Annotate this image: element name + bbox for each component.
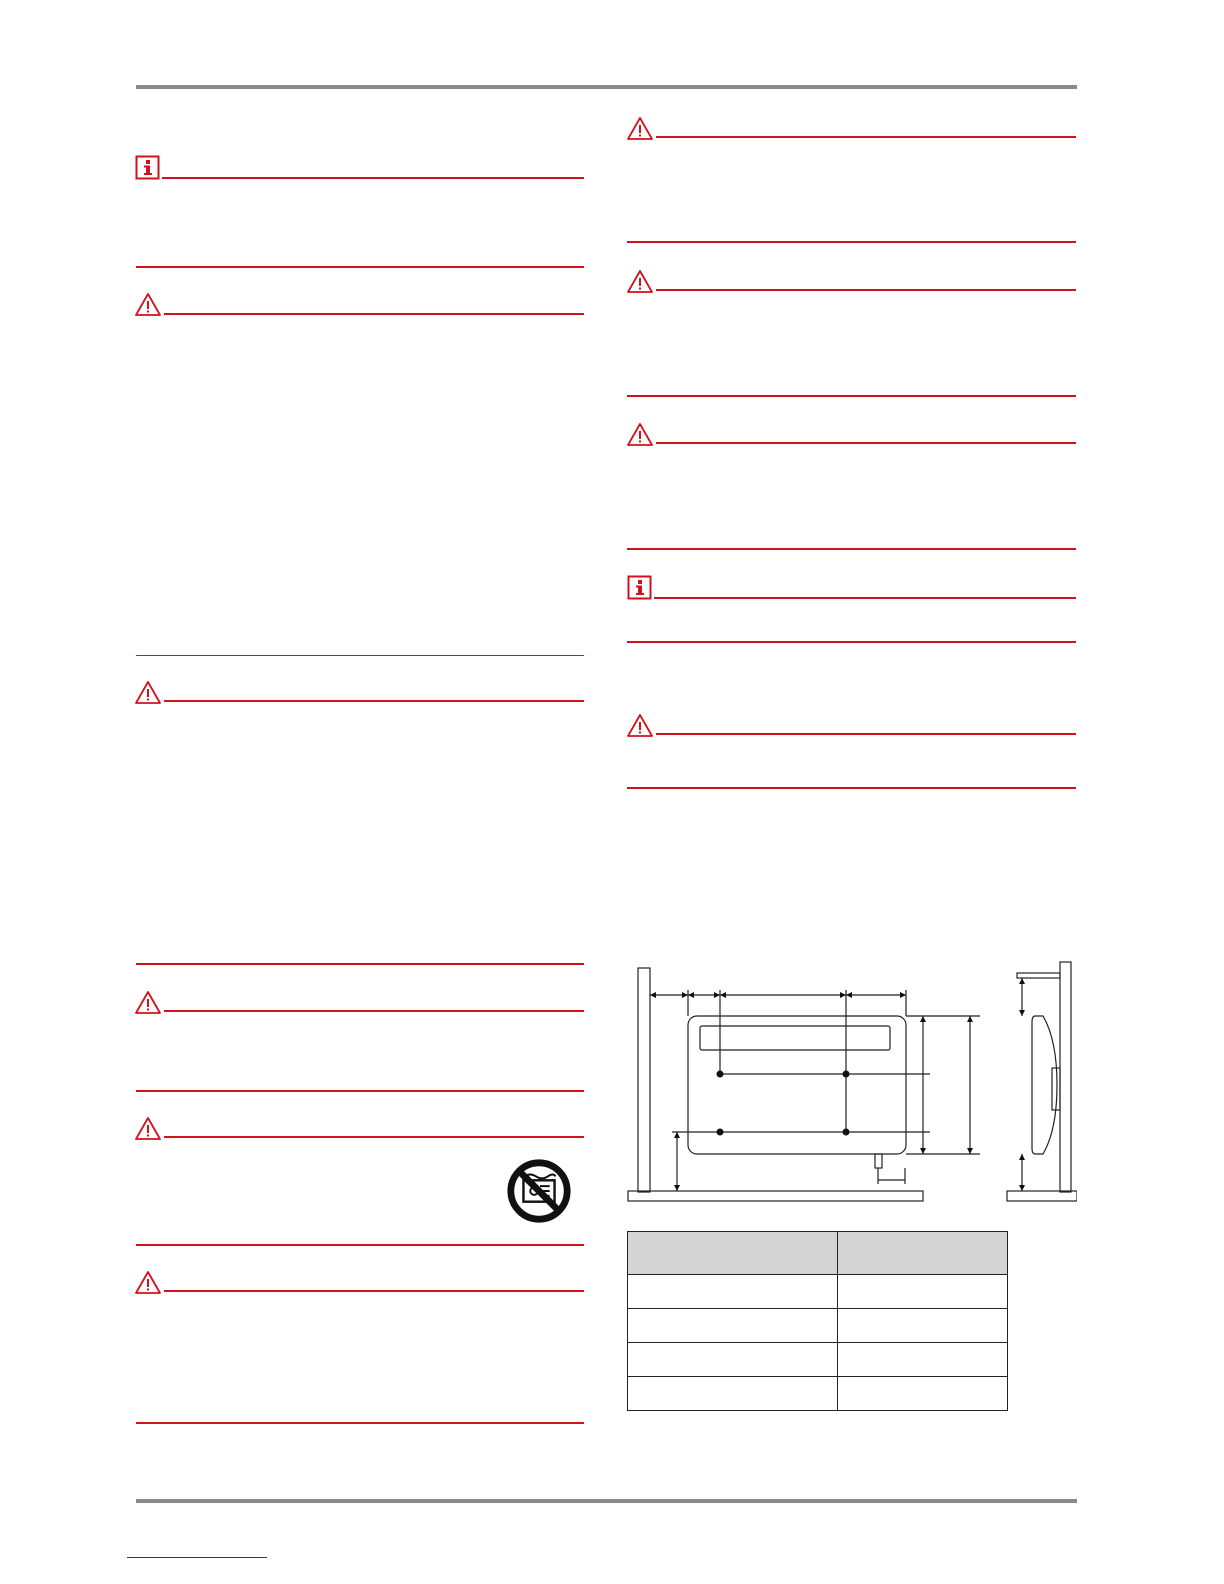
warning-footer-rule: [627, 241, 1076, 243]
warning-triangle-icon: [134, 292, 162, 318]
warning-triangle-icon: [134, 990, 162, 1016]
table-cell: [838, 1275, 1008, 1309]
warning-header-rule: [656, 136, 1076, 138]
table-cell: [838, 1343, 1008, 1377]
page-header-rule: [136, 85, 1077, 89]
warning-triangle-icon: [134, 1270, 162, 1296]
warning-header-rule: [656, 442, 1076, 444]
warning-footer-rule: [627, 395, 1076, 397]
table-row: [628, 1309, 1008, 1343]
warning-header-rule: [164, 313, 584, 315]
info-icon: [135, 155, 163, 181]
warning-triangle-icon: [134, 1116, 162, 1142]
warning-triangle-icon: [626, 422, 654, 448]
warning-triangle-icon: [626, 269, 654, 295]
warning-triangle-icon: [626, 713, 654, 739]
warning-footer-rule: [136, 1422, 584, 1424]
dimensions-table: [627, 1231, 1008, 1411]
table-header-cell: [838, 1232, 1008, 1275]
warning-triangle-icon: [134, 680, 162, 706]
page-footer-rule: [136, 1499, 1077, 1503]
warning-header-rule: [164, 1136, 584, 1138]
warning-header-rule: [164, 1010, 584, 1012]
installation-front-view-diagram: [625, 960, 985, 1210]
warning-header-rule: [164, 700, 584, 702]
table-cell: [628, 1275, 838, 1309]
table-cell: [628, 1377, 838, 1411]
table-cell: [628, 1309, 838, 1343]
warning-footer-rule: [627, 548, 1076, 550]
footer-link-underline[interactable]: [127, 1557, 267, 1558]
notice-header-rule: [162, 177, 584, 179]
table-cell: [838, 1309, 1008, 1343]
warning-footer-rule: [136, 1244, 584, 1246]
table-cell: [628, 1343, 838, 1377]
section-divider: [136, 655, 584, 656]
warning-header-rule: [656, 733, 1076, 735]
warning-footer-rule: [136, 963, 584, 965]
table-header-cell: [628, 1232, 838, 1275]
table-row: [628, 1377, 1008, 1411]
table-row: [628, 1275, 1008, 1309]
notice-footer-rule: [627, 641, 1076, 643]
notice-footer-rule: [136, 266, 584, 268]
table-header-row: [628, 1232, 1008, 1275]
notice-header-rule: [654, 597, 1076, 599]
warning-footer-rule: [627, 787, 1076, 789]
warning-triangle-icon: [626, 116, 654, 142]
warning-footer-rule: [136, 1090, 584, 1092]
table-row: [628, 1343, 1008, 1377]
info-icon: [627, 575, 655, 601]
table-cell: [838, 1377, 1008, 1411]
warning-header-rule: [656, 289, 1076, 291]
no-cover-prohibited-icon: [505, 1157, 573, 1225]
warning-header-rule: [164, 1290, 584, 1292]
installation-side-view-diagram: [1005, 960, 1077, 1210]
